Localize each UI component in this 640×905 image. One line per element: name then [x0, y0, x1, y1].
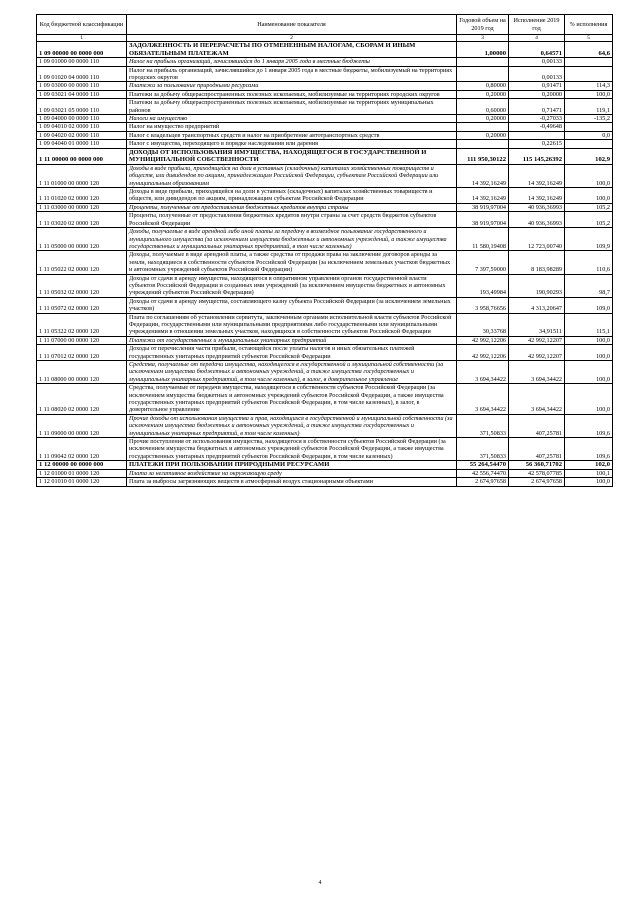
row-exec: 42 578,07785 — [509, 469, 565, 477]
row-name: Налог на прибыль организаций, зачислявшийся до 1 января 2005 года в местные бюджеты — [127, 58, 457, 66]
table-row — [37, 99, 613, 115]
row-plan: 193,49984 — [457, 274, 509, 297]
row-code: 1 09 04040 01 0000 110 — [37, 140, 127, 148]
row-exec: 56 360,71702 — [509, 461, 565, 470]
row-code: 1 09 00000 00 0000 000 — [37, 42, 127, 58]
table-row — [37, 384, 613, 415]
row-code: 1 11 07012 02 0000 120 — [37, 345, 127, 361]
table-row — [37, 251, 613, 274]
row-plan: 3 958,76656 — [457, 297, 509, 313]
row-exec: 0,71471 — [509, 99, 565, 115]
row-code: 1 11 05022 02 0000 120 — [37, 251, 127, 274]
row-pct: 100,0 — [565, 90, 613, 98]
row-name: Налог на прибыль организаций, зачислявшийся до 1 января 2005 года в местные бюджеты, мобилизуемый на территориях городских округов — [127, 66, 457, 82]
row-name: Плата по соглашениям об установлении сервитута, заключенным органами исполнительной власти субъектов Российской Федерации, государственными или муниципальными предприятиями либо государственными или муниципальными учреждениями в отношении земельных участков, находящихся в собственности субъектов Российской Федерации — [127, 313, 457, 336]
row-pct — [565, 123, 613, 131]
row-code: 1 12 01000 01 0000 120 — [37, 469, 127, 477]
row-pct: 100,0 — [565, 188, 613, 204]
table-row — [37, 123, 613, 131]
row-pct: 98,7 — [565, 274, 613, 297]
row-pct: 100,0 — [565, 345, 613, 361]
row-plan — [457, 140, 509, 148]
table-body — [37, 42, 613, 487]
table-row — [37, 228, 613, 251]
row-plan: 14 392,16249 — [457, 164, 509, 187]
row-exec: 407,25781 — [509, 414, 565, 437]
table-row — [37, 212, 613, 228]
row-plan: 0,20000 — [457, 115, 509, 123]
row-exec: 115 145,26392 — [509, 148, 565, 164]
page-number: 4 — [318, 880, 322, 886]
row-plan: 371,50833 — [457, 414, 509, 437]
row-code: 1 09 04000 00 0000 110 — [37, 115, 127, 123]
row-pct: 102,0 — [565, 461, 613, 470]
row-name: Проценты, полученные от предоставления бюджетных кредитов внутри страны — [127, 203, 457, 211]
row-pct: 0,0 — [565, 131, 613, 139]
row-name: Плата за негативное воздействие на окружающую среду — [127, 469, 457, 477]
row-code: 1 09 01000 00 0000 110 — [37, 58, 127, 66]
row-exec: 3 694,34422 — [509, 384, 565, 415]
row-plan: 3 694,34422 — [457, 361, 509, 384]
table-row — [37, 164, 613, 187]
row-name: Прочие доходы от использования имущества и прав, находящихся в государственной и муниципальной собственности (за исключением имущества бюджетных и автономных учреждений, а также имущества государственных и муниципальных унитарных предприятий, в том числе казенных) — [127, 414, 457, 437]
row-name: Доходы от перечисления части прибыли, остающейся после уплаты налогов и иных обязательных платежей государственных унитарных предприятий субъектов Российской Федерации — [127, 345, 457, 361]
row-name: Доходы в виде прибыли, приходящейся на доли в уставных (складочных) капиталах хозяйственных товариществ и обществ, или дивидендов по акциям, принадлежащим субъектам Российской Федерации — [127, 188, 457, 204]
row-pct: 115,1 — [565, 313, 613, 336]
row-exec: -0,49648 — [509, 123, 565, 131]
row-code: 1 11 09042 02 0000 120 — [37, 438, 127, 461]
row-pct: 100,0 — [565, 336, 613, 344]
row-code: 1 11 01000 00 0000 120 — [37, 164, 127, 187]
row-code: 1 09 04010 02 0000 110 — [37, 123, 127, 131]
row-pct: 105,2 — [565, 212, 613, 228]
table-row — [37, 414, 613, 437]
row-plan: 1,00000 — [457, 42, 509, 58]
row-pct: 110,6 — [565, 251, 613, 274]
row-plan — [457, 58, 509, 66]
row-code: 1 11 08020 02 0000 120 — [37, 384, 127, 415]
row-name: Налог с владельцев транспортных средств и налог на приобретение автотранспортных средств — [127, 131, 457, 139]
row-exec: 14 392,16249 — [509, 164, 565, 187]
row-pct: 109,9 — [565, 228, 613, 251]
table-header-row — [37, 15, 613, 35]
table-row — [37, 90, 613, 98]
column-number: 2 — [127, 35, 457, 42]
row-name: Средства, получаемые от передачи имущества, находящегося в государственной и муниципальной собственности (за исключением имущества бюджетных и автономных учреждений, а также имущества государственных и муниципальных унитарных предприятий, в том числе казенных), в залог, в доверительное управление — [127, 361, 457, 384]
row-plan: 42 992,12206 — [457, 345, 509, 361]
row-code: 1 09 03021 04 0000 110 — [37, 90, 127, 98]
table-column-number-row — [37, 35, 613, 42]
row-plan: 371,50833 — [457, 438, 509, 461]
table-row — [37, 82, 613, 90]
row-exec: 40 936,36993 — [509, 212, 565, 228]
row-pct: 102,9 — [565, 148, 613, 164]
row-pct: 100,0 — [565, 478, 613, 486]
row-exec: -0,27033 — [509, 115, 565, 123]
row-code: 1 11 03000 00 0000 120 — [37, 203, 127, 211]
row-code: 1 09 03000 00 0000 110 — [37, 82, 127, 90]
column-number: 4 — [509, 35, 565, 42]
row-name: Доходы, получаемые в виде арендной либо иной платы за передачу в возмездное пользование государственного и муниципального имущества (за исключением имущества бюджетных и автономных учреждений, а также имущества государственных и муниципальных унитарных предприятий, в том числе казенных) — [127, 228, 457, 251]
row-code: 1 11 08000 00 0000 120 — [37, 361, 127, 384]
row-pct — [565, 140, 613, 148]
table-row — [37, 478, 613, 486]
row-code: 1 11 00000 00 0000 000 — [37, 148, 127, 164]
row-name: Платежи за добычу общераспространенных полезных ископаемых, мобилизуемые на территориях муниципальных районов — [127, 99, 457, 115]
budget-report-table — [36, 14, 613, 487]
row-plan — [457, 66, 509, 82]
row-code: 1 11 03020 02 0000 120 — [37, 212, 127, 228]
table-row — [37, 461, 613, 470]
row-name: Проценты, полученные от предоставления бюджетных кредитов внутри страны за счет средств бюджетов субъектов Российской Федерации — [127, 212, 457, 228]
row-name: Доходы от сдачи в аренду имущества, составляющего казну субъекта Российской Федерации (за исключением земельных участков) — [127, 297, 457, 313]
column-number: 5 — [565, 35, 613, 42]
row-exec: 190,90293 — [509, 274, 565, 297]
row-plan: 38 919,97004 — [457, 212, 509, 228]
row-exec: 12 723,00740 — [509, 228, 565, 251]
row-name: Платежи за пользование природными ресурсами — [127, 82, 457, 90]
row-code: 1 11 07000 00 0000 120 — [37, 336, 127, 344]
row-plan: 0,20000 — [457, 90, 509, 98]
table-row — [37, 336, 613, 344]
row-pct: 100,0 — [565, 361, 613, 384]
row-code: 1 11 01020 02 0000 120 — [37, 188, 127, 204]
row-plan: 11 580,19408 — [457, 228, 509, 251]
row-pct — [565, 58, 613, 66]
row-plan: 0,60000 — [457, 99, 509, 115]
row-pct: 100,0 — [565, 384, 613, 415]
table-row — [37, 274, 613, 297]
header-plan: Годовой объем на 2019 год — [457, 15, 509, 35]
row-exec: 2 674,97658 — [509, 478, 565, 486]
row-name: Налог на имущество предприятий — [127, 123, 457, 131]
row-pct — [565, 66, 613, 82]
row-name: Доходы в виде прибыли, приходящейся на доли в уставных (складочных) капиталах хозяйственных товариществ и обществ, или дивидендов по акциям, принадлежащим Российской Федерации, субъектам Российской Федерации или муниципальным образованиям — [127, 164, 457, 187]
row-code: 1 11 05032 02 0000 120 — [37, 274, 127, 297]
row-code: 1 09 01020 04 0000 110 — [37, 66, 127, 82]
row-plan: 42 556,74470 — [457, 469, 509, 477]
row-plan: 38 919,97004 — [457, 203, 509, 211]
row-pct: 119,1 — [565, 99, 613, 115]
row-code: 1 12 01010 01 0000 120 — [37, 478, 127, 486]
table-row — [37, 313, 613, 336]
row-plan: 42 992,12206 — [457, 336, 509, 344]
row-name: Доходы от сдачи в аренду имущества, находящегося в оперативном управлении органов государственной власти субъектов Российской Федерации и созданных ими учреждений (за исключением имущества бюджетных и автономных учреждений субъектов Российской Федерации) — [127, 274, 457, 297]
table-row — [37, 115, 613, 123]
row-code: 1 11 05322 02 0000 120 — [37, 313, 127, 336]
row-plan: 30,33768 — [457, 313, 509, 336]
header-exec: Исполнение 2019 год — [509, 15, 565, 35]
row-name: Налоги на имущество — [127, 115, 457, 123]
table-row — [37, 58, 613, 66]
header-name: Наименование показателя — [127, 15, 457, 35]
row-pct: 105,2 — [565, 203, 613, 211]
row-exec: 0,00133 — [509, 66, 565, 82]
row-exec — [509, 131, 565, 139]
row-name: Плата за выбросы загрязняющих веществ в атмосферный воздух стационарными объектами — [127, 478, 457, 486]
row-exec: 407,25781 — [509, 438, 565, 461]
row-exec: 34,91511 — [509, 313, 565, 336]
column-number: 1 — [37, 35, 127, 42]
row-plan — [457, 123, 509, 131]
row-name: Налог с имущества, переходящего в порядке наследования или дарения — [127, 140, 457, 148]
table-row — [37, 140, 613, 148]
row-plan: 0,80000 — [457, 82, 509, 90]
row-plan: 2 674,97658 — [457, 478, 509, 486]
row-exec: 0,20000 — [509, 90, 565, 98]
row-plan: 7 397,59000 — [457, 251, 509, 274]
row-pct: 100,0 — [565, 164, 613, 187]
row-name: Доходы, получаемые в виде арендной платы, а также средства от продажи права на заключение договоров аренды за земли, находящиеся в собственности субъектов Российской Федерации (за исключением земельных участков бюджетных и автономных учреждений субъектов Российской Федерации) — [127, 251, 457, 274]
row-name: Прочие поступления от использования имущества, находящегося в собственности субъектов Российской Федерации (за исключением имущества бюджетных и автономных учреждений субъектов Российской Федерации, а также имущества государственных унитарных предприятий субъектов Российской Федерации, в том числе казенных) — [127, 438, 457, 461]
row-exec: 14 392,16249 — [509, 188, 565, 204]
row-code: 1 09 04020 02 0000 110 — [37, 131, 127, 139]
row-plan: 111 950,30122 — [457, 148, 509, 164]
row-code: 1 11 05072 02 0000 120 — [37, 297, 127, 313]
row-plan: 55 264,54470 — [457, 461, 509, 470]
row-code: 1 11 09000 00 0000 120 — [37, 414, 127, 437]
table-row — [37, 297, 613, 313]
row-name: ДОХОДЫ ОТ ИСПОЛЬЗОВАНИЯ ИМУЩЕСТВА, НАХОДЯЩЕГОСЯ В ГОСУДАРСТВЕННОЙ И МУНИЦИПАЛЬНОЙ СОБСТВЕННОСТИ — [127, 148, 457, 164]
table-row — [37, 438, 613, 461]
row-code: 1 12 00000 00 0000 000 — [37, 461, 127, 470]
row-exec: 0,22615 — [509, 140, 565, 148]
row-name: Платежи за добычу общераспространенных полезных ископаемых, мобилизуемые на территориях городских округов — [127, 90, 457, 98]
row-pct: 100,1 — [565, 469, 613, 477]
row-pct: 109,6 — [565, 438, 613, 461]
row-pct: 64,6 — [565, 42, 613, 58]
row-pct: -135,2 — [565, 115, 613, 123]
row-plan: 3 694,34422 — [457, 384, 509, 415]
row-plan: 0,20000 — [457, 131, 509, 139]
row-exec: 4 313,20647 — [509, 297, 565, 313]
row-exec: 0,00133 — [509, 58, 565, 66]
row-exec: 0,91471 — [509, 82, 565, 90]
table-row — [37, 42, 613, 58]
row-exec: 42 992,12207 — [509, 345, 565, 361]
row-exec: 40 936,36993 — [509, 203, 565, 211]
row-exec: 0,64571 — [509, 42, 565, 58]
table-row — [37, 148, 613, 164]
row-pct: 109,0 — [565, 297, 613, 313]
row-exec: 42 992,12207 — [509, 336, 565, 344]
table-row — [37, 361, 613, 384]
row-code: 1 09 03021 05 0000 110 — [37, 99, 127, 115]
row-pct: 109,6 — [565, 414, 613, 437]
row-name: ЗАДОЛЖЕННОСТЬ И ПЕРЕРАСЧЕТЫ ПО ОТМЕНЕННЫМ НАЛОГАМ, СБОРАМ И ИНЫМ ОБЯЗАТЕЛЬНЫМ ПЛАТЕЖАМ — [127, 42, 457, 58]
row-exec: 8 183,98289 — [509, 251, 565, 274]
table-row — [37, 203, 613, 211]
row-name: Средства, получаемые от передачи имущества, находящегося в собственности субъектов Российской Федерации (за исключением имущества бюджетных и автономных учреждений субъектов Российской Федерации, а также имущества государственных унитарных предприятий субъектов Российской Федерации, в том числе казенных), в залог, в доверительное управление — [127, 384, 457, 415]
header-pct: % исполнения — [565, 15, 613, 35]
table-row — [37, 131, 613, 139]
row-code: 1 11 05000 00 0000 120 — [37, 228, 127, 251]
header-code: Код бюджетной классификации — [37, 15, 127, 35]
row-name: Платежи от государственных и муниципальных унитарных предприятий — [127, 336, 457, 344]
row-name: ПЛАТЕЖИ ПРИ ПОЛЬЗОВАНИИ ПРИРОДНЫМИ РЕСУРСАМИ — [127, 461, 457, 470]
table-row — [37, 188, 613, 204]
table-row — [37, 469, 613, 477]
row-plan: 14 392,16249 — [457, 188, 509, 204]
row-pct: 114,3 — [565, 82, 613, 90]
table-row — [37, 345, 613, 361]
table-row — [37, 66, 613, 82]
row-exec: 3 694,34422 — [509, 361, 565, 384]
column-number: 3 — [457, 35, 509, 42]
